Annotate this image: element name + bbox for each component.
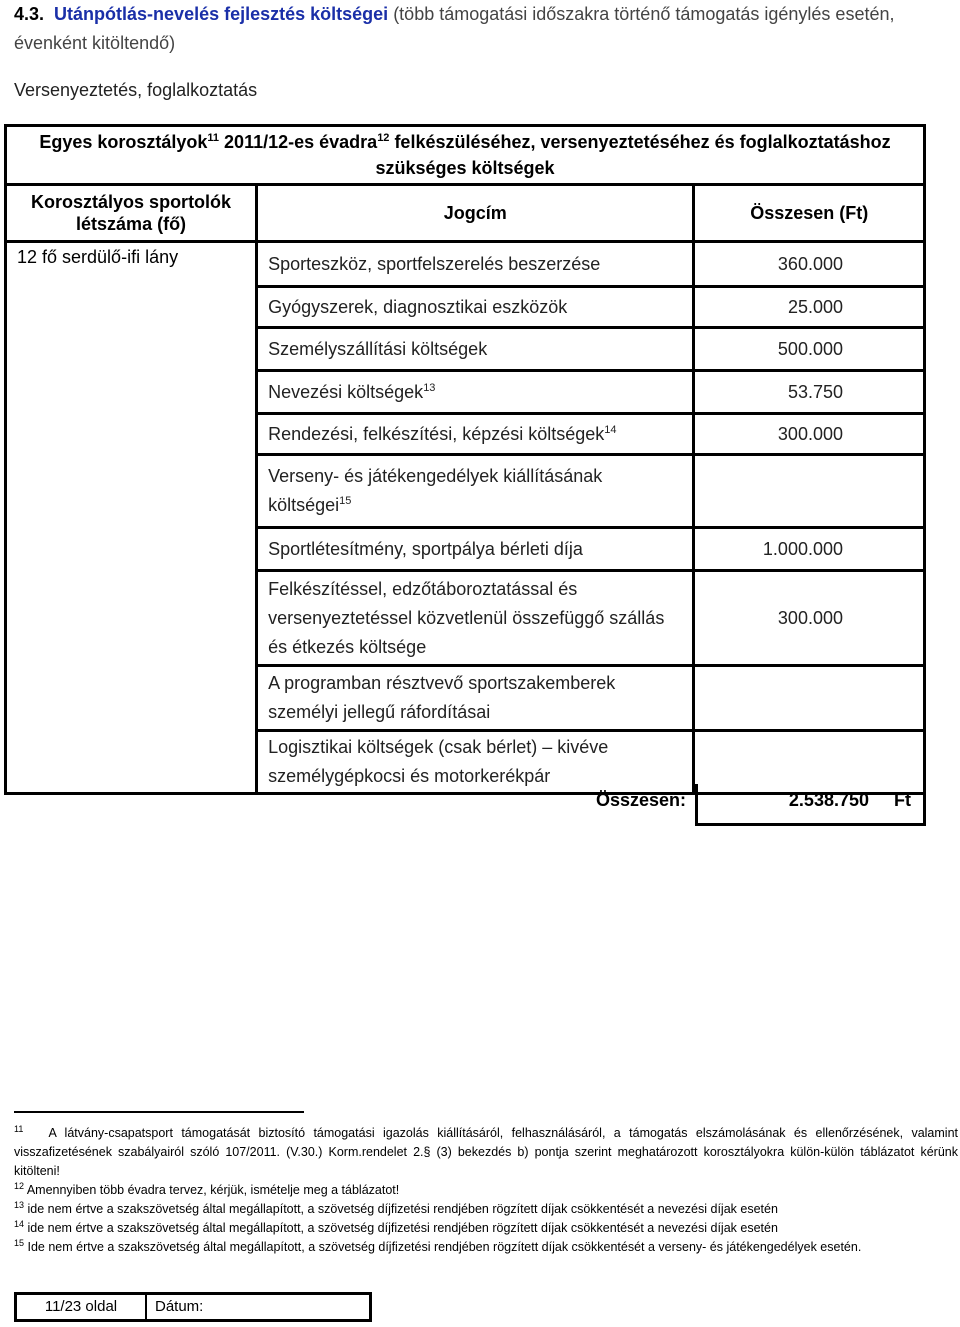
row-amount: 500.000 [694, 328, 925, 371]
row-amount: 53.750 [694, 371, 925, 414]
row-label: Sportlétesítmény, sportpálya bérleti díja [257, 528, 694, 571]
footnote-14: $^{14}$ ide nem értve a szakszövetség által megállapított, a szövetség díjfizetési rendjében rögzített díjak csökkentését a nevezési díjak esetén [14, 1218, 778, 1235]
header-jogcim: Jogcím [257, 185, 694, 242]
total-currency: Ft [894, 790, 911, 810]
row-amount [694, 666, 925, 731]
row-label: Logisztikai költségek (csak bérlet) – kivéve személygépkocsi és motorkerékpár [257, 731, 694, 794]
total-value: 2.538.750 [788, 790, 869, 810]
date-field-label: Dátum: [155, 1298, 204, 1315]
footnote-11: $^{11}$ A látvány-csapatsport támogatását biztosító támogatási igazolás kiállításáról, felhasználásáról, a támogatás elszámolásának és ellenőrzésének, valamint visszafizetésének szabályairól szóló 107/2011. (V.30.) Korm.rendelet 2.§ (3) bekezdés b) pontja szerint meghatározott korosztályokra külön-külön táblázatot kérünk kitölteni! [14, 1123, 958, 1178]
budget-table [4, 124, 926, 795]
row-label: A programban résztvevő sportszakemberek személyi jellegű ráfordításai [257, 666, 694, 731]
footnote-12: $^{12}$ Amennyiben több évadra tervez, kérjük, ismételje meg a táblázatot! [14, 1180, 400, 1197]
row-amount: 25.000 [694, 287, 925, 328]
header-age: Korosztályos sportolók létszáma (fő) [6, 185, 257, 242]
table-caption: Egyes korosztályok$^{11}$ 2011/12-es évadra$^{12}$ felkészüléséhez, versenyeztetéséhez és foglalkoztatáshoz szükséges költségek [6, 126, 925, 185]
subsection-title: Versenyeztetés, foglalkoztatás [14, 80, 258, 100]
row-label: Személyszállítási költségek [257, 328, 694, 371]
row-amount: 300.000 [694, 414, 925, 455]
row-amount: 300.000 [694, 571, 925, 666]
page-number: 11/23 oldal [17, 1295, 147, 1319]
section-number: 4.3. [14, 4, 45, 24]
section-heading [14, 0, 956, 58]
row-amount [694, 455, 925, 528]
age-group-value: 12 fő serdülő-ifi lány [6, 242, 257, 794]
row-label: Gyógyszerek, diagnosztikai eszközök [257, 287, 694, 328]
row-label: Verseny- és játékengedélyek kiállításának költségei$^{15}$ [257, 455, 694, 528]
total-box [695, 784, 926, 826]
header-osszesen: Összesen (Ft) [694, 185, 925, 242]
row-label: Rendezési, felkészítési, képzési költségek$^{14}$ [257, 414, 694, 455]
total-row [0, 784, 960, 828]
table-row [6, 242, 925, 287]
row-label: Sporteszköz, sportfelszerelés beszerzése [257, 242, 694, 287]
footnote-divider [14, 1111, 304, 1113]
section-note-cont: évenként kitöltendő) [14, 33, 176, 53]
footnotes [14, 1124, 958, 1257]
section-title: Utánpótlás-nevelés fejlesztés költségei [54, 4, 389, 24]
row-amount: 360.000 [694, 242, 925, 287]
section-note: (több támogatási időszakra történő támogatás igénylés esetén, [393, 4, 895, 24]
footnote-13: $^{13}$ ide nem értve a szakszövetség által megállapított, a szövetség díjfizetési rendjében rögzített díjak csökkentését a nevezési díjak esetén [14, 1199, 778, 1216]
total-label: Összesen: [595, 790, 686, 810]
row-amount: 1.000.000 [694, 528, 925, 571]
page-footer-box [14, 1292, 372, 1322]
row-label: Nevezési költségek$^{13}$ [257, 371, 694, 414]
row-label: Felkészítéssel, edzőtáboroztatással és versenyeztetéssel közvetlenül összefüggő szállás és étkezés költsége [257, 571, 694, 666]
footnote-15: $^{15}$ Ide nem értve a szakszövetség által megállapított, a szövetség díjfizetési rendjében rögzített díjak csökkentését a verseny- és játékengedélyek esetén. [14, 1237, 862, 1254]
